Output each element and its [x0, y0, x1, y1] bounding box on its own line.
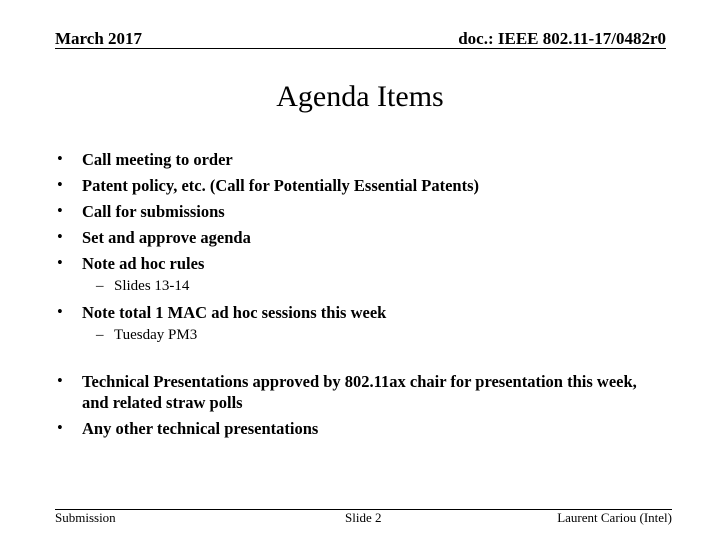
bullet-icon: • — [57, 302, 63, 321]
list-item-text: Patent policy, etc. (Call for Potentially Essential Patents) — [82, 176, 480, 195]
bullet-icon: • — [57, 149, 63, 168]
bullet-icon: • — [57, 253, 63, 272]
footer-slide-number: Slide 2 — [345, 510, 382, 525]
header-doc-id: doc.: IEEE 802.11-17/0482r0 — [458, 29, 666, 48]
bullet-icon: • — [57, 371, 63, 390]
list-item-text: Note ad hoc rules — [82, 254, 205, 273]
list-item-text: Technical Presentations approved by 802.11ax chair for presentation this week, and related straw polls — [82, 372, 637, 412]
list-item-text: Call meeting to order — [82, 150, 233, 169]
slide-title: Agenda Items — [276, 80, 444, 113]
list-item-text: Set and approve agenda — [82, 228, 251, 247]
list-item-text: Call for submissions — [82, 202, 225, 221]
bullet-icon: • — [57, 227, 63, 246]
sub-list-item-text: Slides 13-14 — [114, 278, 190, 294]
list-item-text: Any other technical presentations — [82, 419, 319, 438]
sub-list-item-text: Tuesday PM3 — [114, 327, 198, 343]
bullet-icon: • — [57, 201, 63, 220]
header-date: March 2017 — [55, 29, 143, 48]
footer-submission: Submission — [55, 510, 116, 525]
bullet-icon: • — [57, 418, 63, 437]
dash-icon: – — [96, 278, 104, 294]
footer-author: Laurent Cariou (Intel) — [557, 510, 672, 525]
dash-icon: – — [96, 327, 104, 343]
list-item-text: Note total 1 MAC ad hoc sessions this week — [82, 303, 387, 322]
bullet-icon: • — [57, 175, 63, 194]
